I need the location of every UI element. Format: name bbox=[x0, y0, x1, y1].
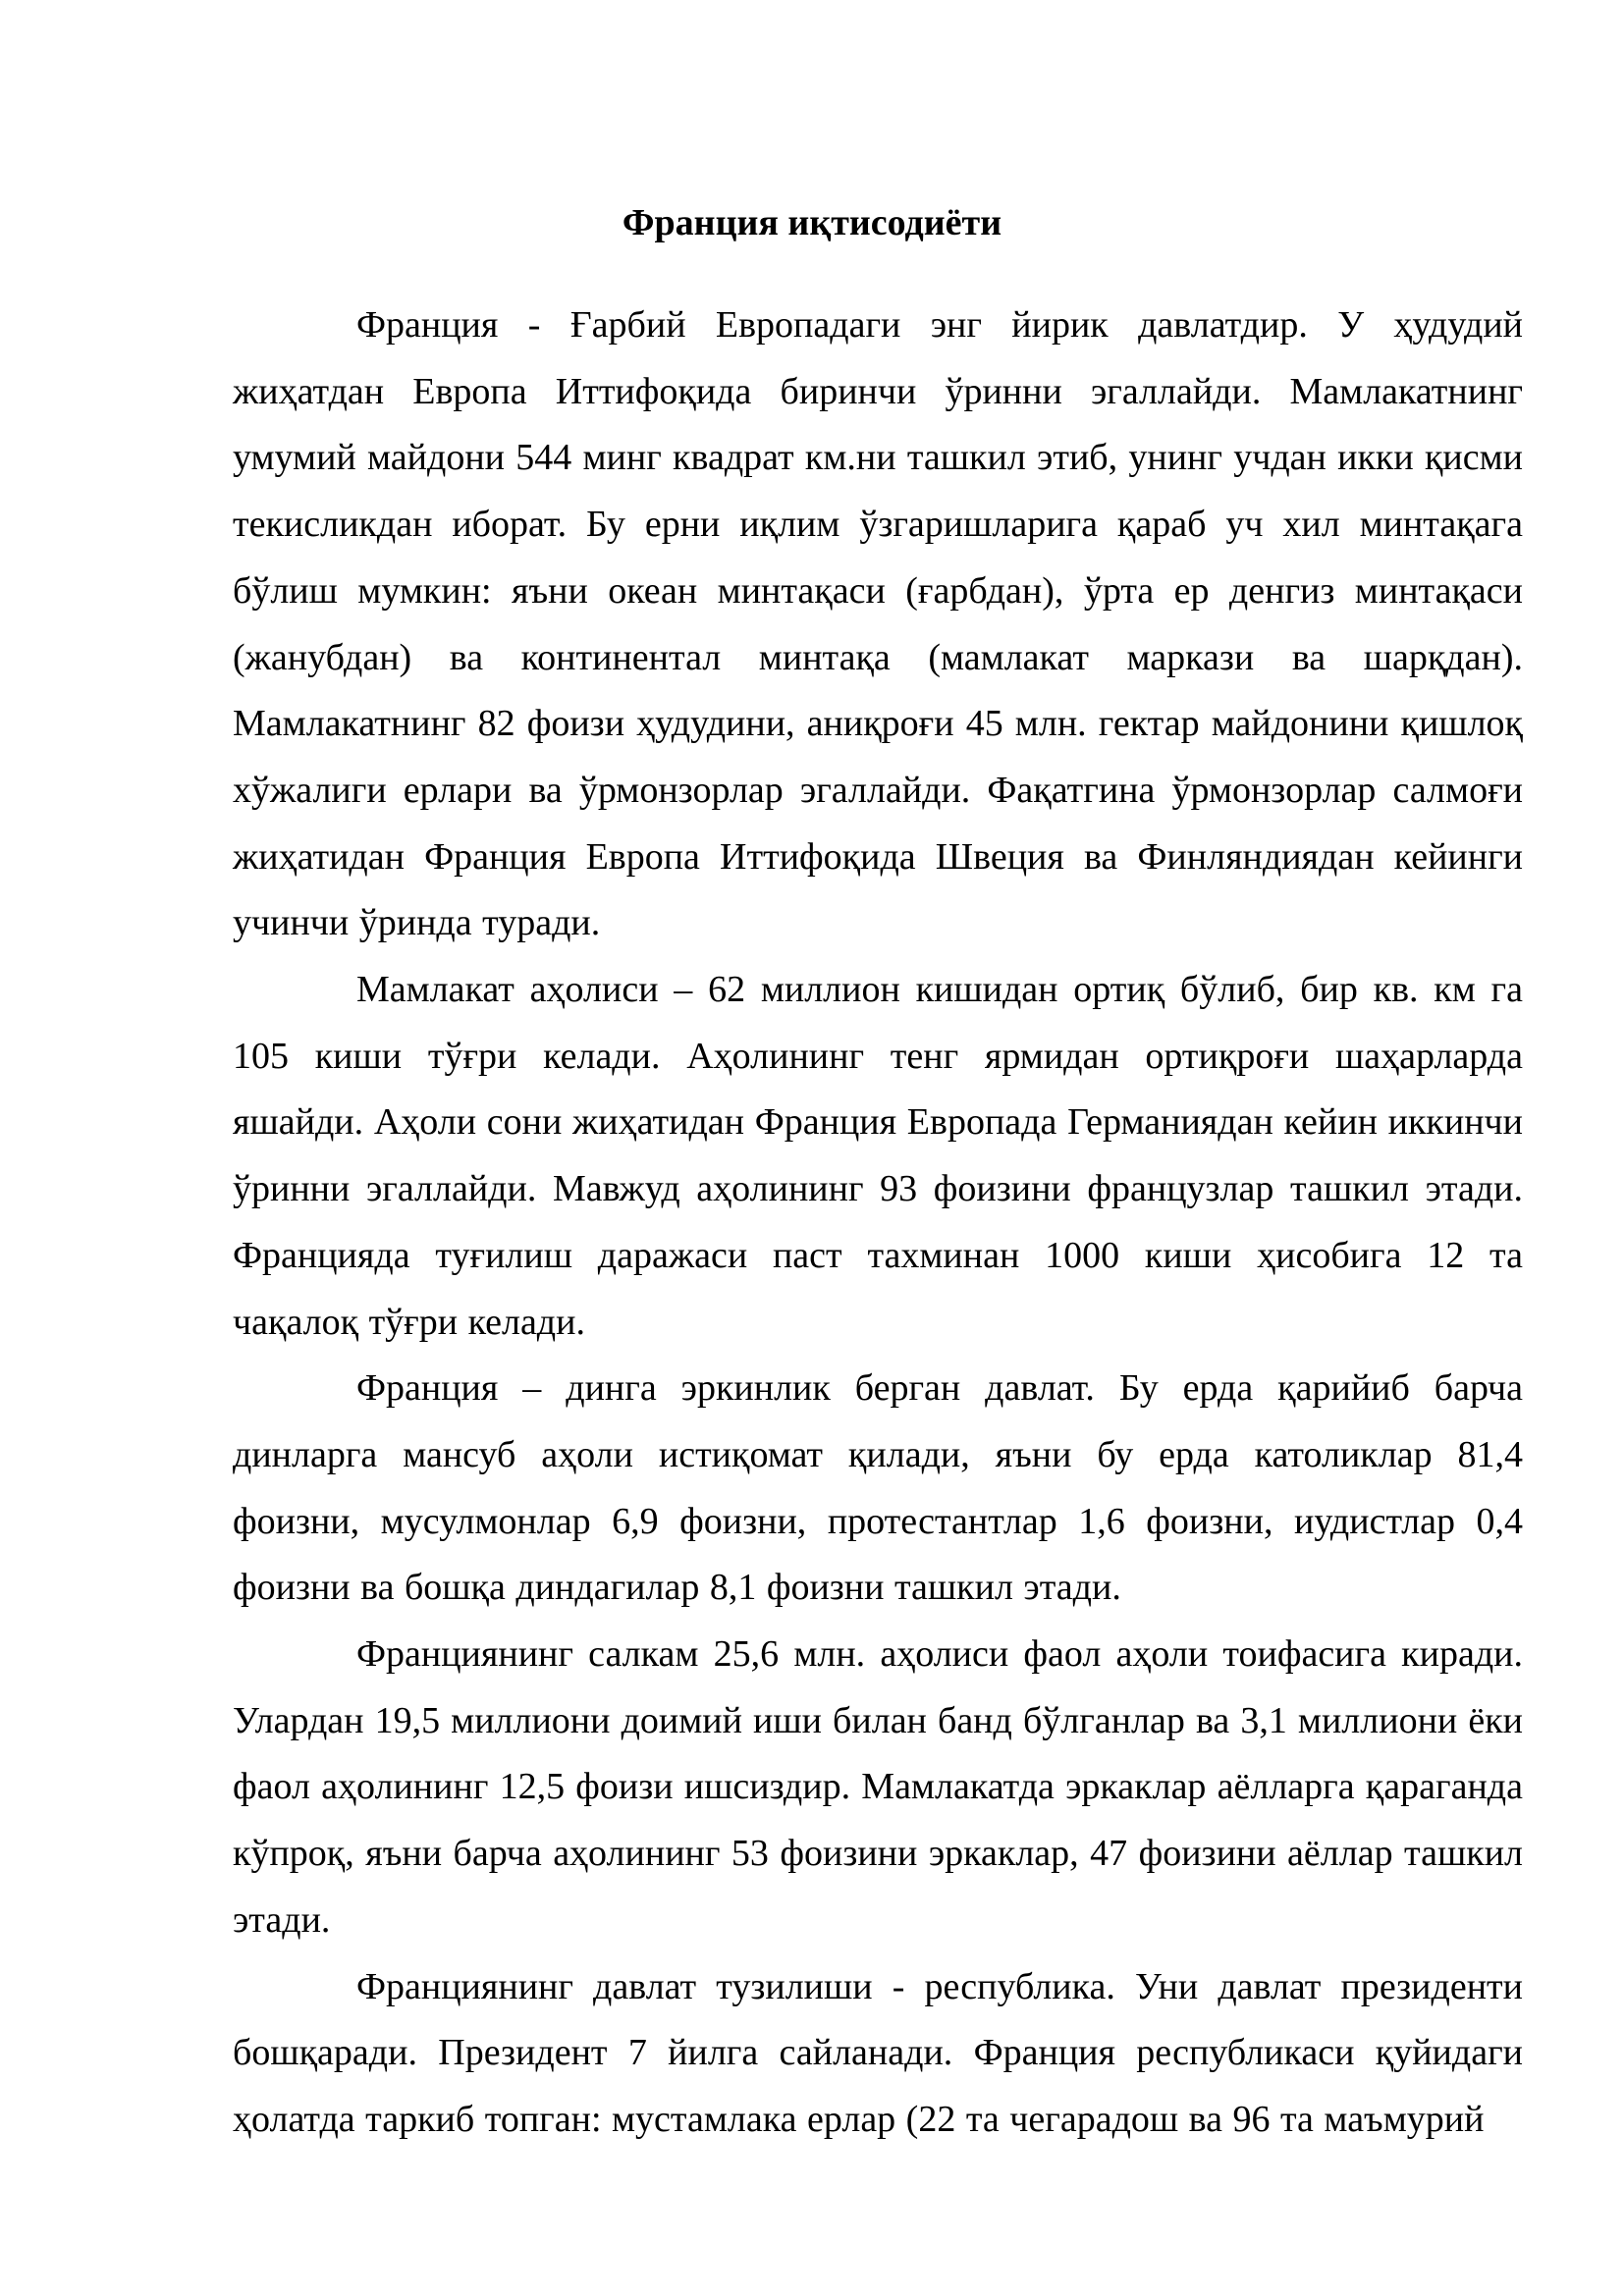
document-body bbox=[233, 293, 1523, 2154]
document-title: Франция иқтисодиёти bbox=[622, 202, 1002, 243]
paragraph-religion: Франция – динга эркинлик берган давлат. Бу ерда қарийиб барча динларга мансуб аҳоли истиқомат қилади, яъни бу ерда католиклар 81,4 фоизни, мусулмонлар 6,9 фоизни, протестантлар 1,6 фоизни, иудистлар 0,4 фоизни ва бошқа диндагилар 8,1 фоизни ташкил этади. bbox=[233, 1367, 1523, 1609]
paragraph-geography: Франция - Ғарбий Европадаги энг йирик давлатдир. У ҳудудий жиҳатдан Европа Иттифоқида биринчи ўринни эгаллайди. Мамлакатнинг умумий майдони 544 минг квадрат км.ни ташкил этиб, унинг учдан икки қисми текисликдан иборат. Бу ерни иқлим ўзгаришларига қараб уч хил минтақага бўлиш мумкин: яъни океан минтақаси (ғарбдан), ўрта ер денгиз минтақаси (жанубдан) ва континентал минтақа (мамлакат маркази ва шарқдан). Мамлакатнинг 82 фоизи ҳудудини, аниқроғи 45 млн. гектар майдонини қишлоқ хўжалиги ерлари ва ўрмонзорлар эгаллайди. Фақатгина ўрмонзорлар салмоғи жиҳатидан Франция Европа Иттифоқида Швеция ва Финляндиядан кейинги учинчи ўринда туради. bbox=[233, 304, 1523, 944]
paragraph-labor: Франциянинг салкам 25,6 млн. аҳолиси фаол аҳоли тоифасига киради. Улардан 19,5 миллиони доимий иши билан банд бўлганлар ва 3,1 миллиони ёки фаол аҳолининг 12,5 фоизи ишсиздир. Мамлакатда эркаклар аёлларга қараганда кўпроқ, яъни барча аҳолининг 53 фоизини эркаклар, 47 фоизини аёллар ташкил этади. bbox=[233, 1633, 1523, 1941]
paragraph-government: Франциянинг давлат тузилиши - республика. Уни давлат президенти бошқаради. Президент 7 йилга сайланади. Франция республикаси қуйидаги ҳолатда таркиб топган: мустамлака ерлар (22 та чегарадош ва 96 та маъмурий bbox=[233, 1965, 1523, 2140]
paragraph-population: Мамлакат аҳолиси – 62 миллион кишидан ортиқ бўлиб, бир кв. км га 105 киши тўғри келади. Аҳолининг тенг ярмидан ортиқроғи шаҳарларда яшайди. Аҳоли сони жиҳатидан Франция Европада Германиядан кейин иккинчи ўринни эгаллайди. Мавжуд аҳолининг 93 фоизини французлар ташкил этади. Францияда туғилиш даражаси паст тахминан 1000 киши ҳисобига 12 та чақалоқ тўғри келади. bbox=[233, 969, 1523, 1343]
